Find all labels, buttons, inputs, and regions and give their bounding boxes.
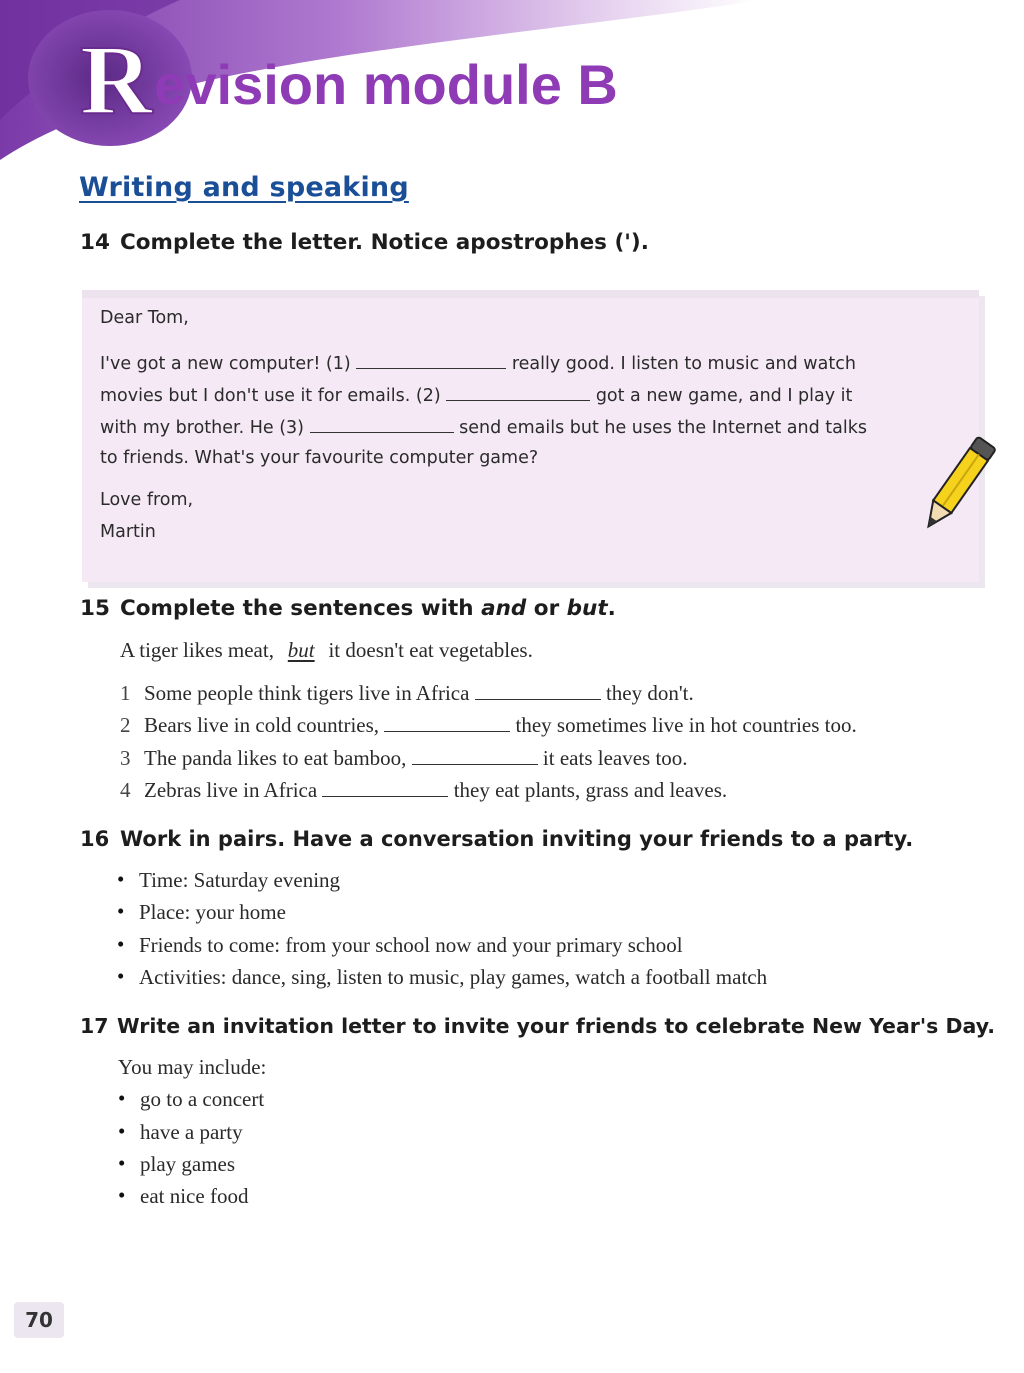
bullet-item: • eat nice food <box>140 1184 248 1209</box>
answer-blank[interactable] <box>475 683 601 700</box>
item-number: 1 <box>120 681 131 705</box>
bullet-item: • Place: your home <box>139 900 286 925</box>
item-number: 4 <box>120 778 131 802</box>
letter-line <box>100 384 852 406</box>
title-initial: R <box>80 24 153 135</box>
exercise-instruction: Complete the letter. Notice apostrophes ('). <box>120 230 649 255</box>
answer-blank[interactable] <box>412 748 538 765</box>
sentence-item <box>120 746 688 771</box>
bullet-item: • go to a concert <box>140 1087 264 1112</box>
exercise-14-heading <box>80 230 649 255</box>
letter-line: to friends. What's your favourite computer game? <box>100 448 539 468</box>
item-text: they eat plants, grass and leaves. <box>453 778 728 802</box>
bullet-item: • play games <box>140 1152 235 1177</box>
sentence-item <box>120 681 694 706</box>
item-text: The panda likes to eat bamboo, <box>144 746 407 770</box>
keyword-and: and <box>481 596 527 621</box>
letter-closing: Love from, <box>100 490 194 510</box>
title-text: evision module B <box>154 53 618 116</box>
answer-blank-1[interactable] <box>356 352 506 369</box>
exercise-17-heading <box>80 1014 995 1038</box>
page-title <box>80 24 618 135</box>
letter-text: really good. I listen to music and watch <box>511 354 856 374</box>
sentence-item <box>120 778 727 803</box>
answer-blank[interactable] <box>322 780 448 797</box>
example-answer: but <box>287 638 315 662</box>
letter-line <box>100 416 867 438</box>
keyword-but: but <box>566 596 608 621</box>
exercise-number: 15 <box>80 596 110 621</box>
letter-text: movies but I don't use it for emails. (2) <box>100 386 441 406</box>
item-number: 3 <box>120 746 131 770</box>
letter-text: I've got a new computer! (1) <box>100 354 351 374</box>
letter-text: with my brother. He (3) <box>100 418 304 438</box>
exercise-number: 16 <box>80 827 110 851</box>
example-text: A tiger likes meat, <box>120 638 274 662</box>
letter-text: got a new game, and I play it <box>595 386 853 406</box>
letter-line <box>100 352 856 374</box>
instruction-or: or <box>533 596 560 621</box>
instruction-end: . <box>607 596 616 621</box>
item-text: they don't. <box>605 681 694 705</box>
item-text: Zebras live in Africa <box>144 778 318 802</box>
answer-blank-2[interactable] <box>446 384 590 401</box>
exercise-number: 17 <box>80 1014 109 1038</box>
sentence-item <box>120 713 857 738</box>
item-text: they sometimes live in hot countries too. <box>515 713 857 737</box>
exercise-16-heading <box>80 827 913 851</box>
item-number: 2 <box>120 713 131 737</box>
page-number: 70 <box>14 1302 64 1338</box>
exercise-number: 14 <box>80 230 110 255</box>
letter-text: send emails but he uses the Internet and talks <box>459 418 867 438</box>
answer-blank-3[interactable] <box>310 416 454 433</box>
exercise-instruction: Write an invitation letter to invite your friends to celebrate New Year's Day. <box>117 1014 995 1038</box>
bullet-item: • Friends to come: from your school now and your primary school <box>139 933 683 958</box>
item-text: Some people think tigers live in Africa <box>144 681 470 705</box>
exercise-instruction: Complete the sentences with <box>120 596 474 621</box>
intro-text: You may include: <box>118 1055 267 1079</box>
letter-signature: Martin <box>100 522 156 542</box>
pencil-icon <box>918 436 998 536</box>
bullet-item: • Time: Saturday evening <box>139 868 340 893</box>
example-text: it doesn't eat vegetables. <box>328 638 533 662</box>
exercise-instruction: Work in pairs. Have a conversation inviting your friends to a party. <box>120 827 914 851</box>
item-text: Bears live in cold countries, <box>144 713 380 737</box>
answer-blank[interactable] <box>384 715 510 732</box>
exercise-15-heading <box>80 596 616 621</box>
example-sentence <box>120 638 533 663</box>
bullet-item: • have a party <box>140 1120 243 1145</box>
bullet-item: • Activities: dance, sing, listen to music, play games, watch a football match <box>139 965 767 990</box>
item-text: it eats leaves too. <box>542 746 688 770</box>
letter-greeting: Dear Tom, <box>100 308 189 328</box>
section-title: Writing and speaking <box>79 172 409 203</box>
header-banner <box>0 0 1024 170</box>
